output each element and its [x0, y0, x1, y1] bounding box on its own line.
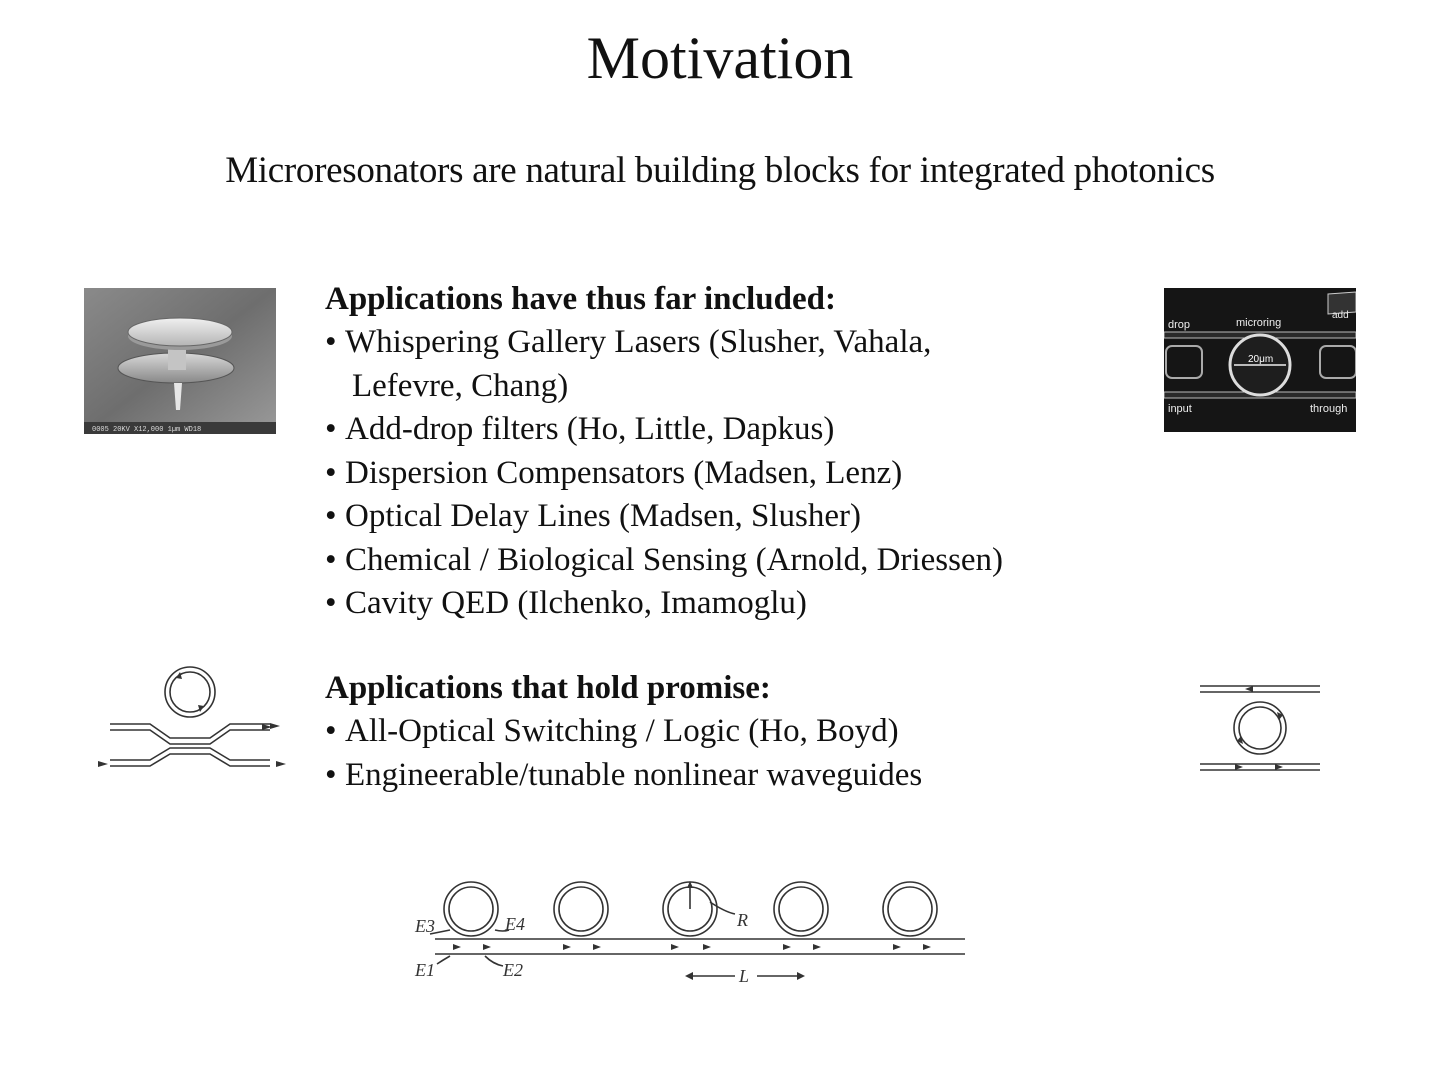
- ring-photo-label-diameter: 20μm: [1248, 354, 1274, 365]
- list-item: • Add-drop filters (Ho, Little, Dapkus): [325, 408, 1125, 452]
- bullet: •: [325, 454, 337, 491]
- promising-applications-list: [325, 710, 1125, 797]
- coupled-ring-chain-diagram: [405, 872, 970, 997]
- chain-label-e3: E3: [415, 916, 435, 936]
- list-item: • Whispering Gallery Lasers (Slusher, Vahala, Lefevre, Chang): [325, 321, 1125, 408]
- coupled-waveguide-switch-diagram: [90, 664, 290, 788]
- list-item: • Engineerable/tunable nonlinear waveguides: [325, 754, 1125, 798]
- list-item: • Cavity QED (Ilchenko, Imamoglu): [325, 582, 1125, 626]
- bullet: •: [325, 585, 337, 621]
- microdisk-sem-photo: [84, 288, 276, 434]
- bullet: •: [325, 541, 337, 578]
- bullet: •: [325, 713, 337, 749]
- promising-applications-section: [325, 666, 1125, 797]
- chain-label-e2: E2: [503, 960, 523, 980]
- ring-add-drop-diagram: [1195, 676, 1325, 782]
- list-item: • Chemical / Biological Sensing (Arnold, Driessen): [325, 539, 1125, 583]
- chain-label-length: L: [739, 966, 750, 986]
- current-applications-list: [325, 321, 1125, 626]
- bullet: •: [325, 411, 337, 447]
- bullet: •: [325, 324, 337, 360]
- bullet: •: [325, 756, 337, 793]
- chain-label-e1: E1: [415, 960, 435, 980]
- bullet: •: [325, 498, 337, 534]
- slide-subtitle: Microresonators are natural building blocks for integrated photonics: [225, 150, 1215, 191]
- ring-photo-label-input: input: [1168, 403, 1192, 415]
- svg-text:0005 20KV X12,000 1µm WD18: 0005 20KV X12,000 1µm WD18: [92, 426, 202, 434]
- current-applications-heading: Applications have thus far included:: [325, 281, 836, 317]
- chain-label-e4: E4: [505, 914, 525, 934]
- ring-photo-label-add: add: [1332, 310, 1349, 321]
- slide-title: Motivation: [586, 25, 854, 91]
- promising-applications-heading: Applications that hold promise:: [325, 670, 771, 706]
- ring-photo-label-drop: drop: [1168, 319, 1191, 331]
- current-applications-section: [325, 277, 1125, 626]
- ring-photo-label-microring: microring: [1236, 317, 1282, 329]
- list-item: • Optical Delay Lines (Madsen, Slusher): [325, 495, 1125, 539]
- microring-photo: [1164, 288, 1356, 432]
- list-item: • All-Optical Switching / Logic (Ho, Boyd): [325, 710, 1125, 754]
- chain-label-radius: R: [737, 910, 748, 930]
- ring-photo-label-through: through: [1310, 403, 1348, 415]
- list-item: • Dispersion Compensators (Madsen, Lenz): [325, 452, 1125, 496]
